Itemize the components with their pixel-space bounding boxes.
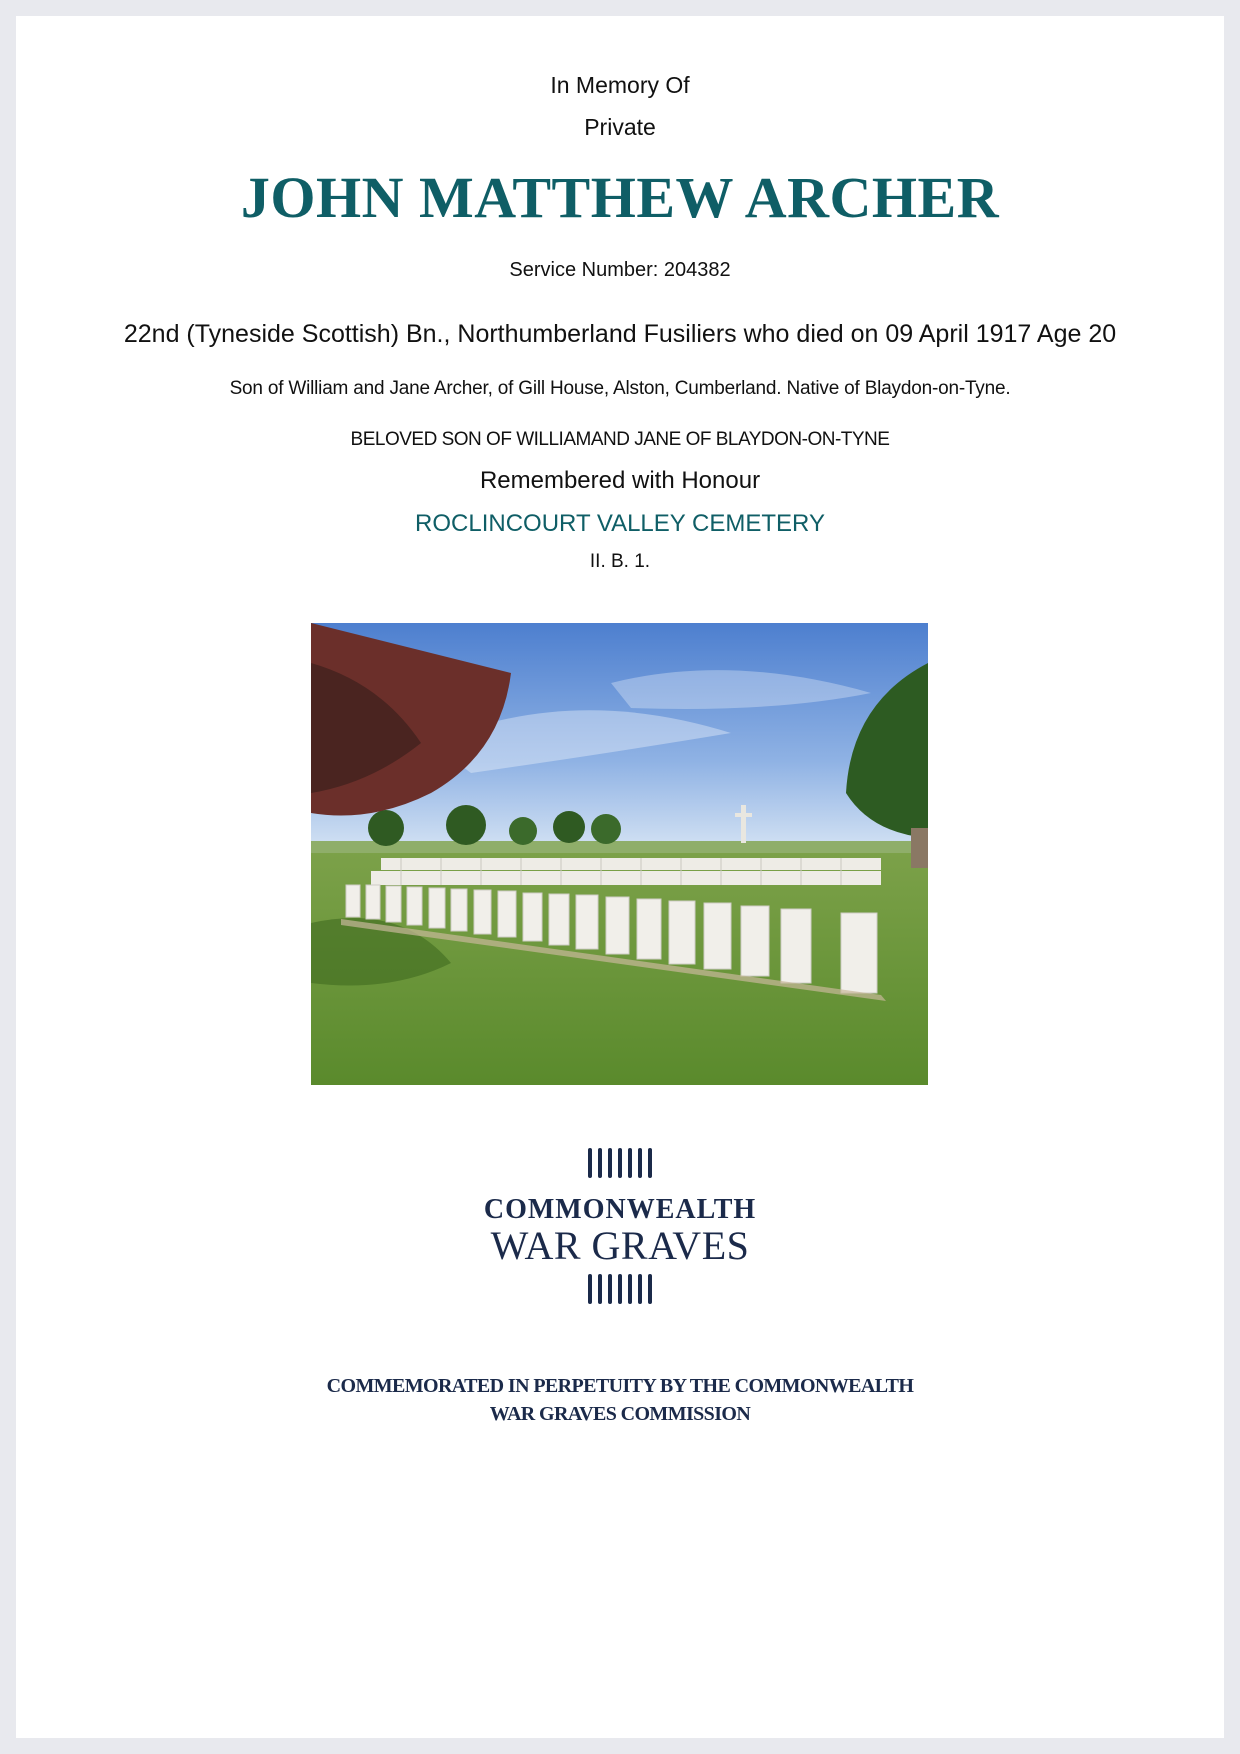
cemetery-name: ROCLINCOURT VALLEY CEMETERY	[415, 510, 825, 537]
unit-and-death-details: 22nd (Tyneside Scottish) Bn., Northumberland Fusiliers who died on 09 April 1917 Age 20	[123, 320, 1117, 348]
cwgc-logo	[470, 1148, 770, 1308]
logo-bars-top-icon	[470, 1148, 770, 1178]
footer-line2: WAR GRAVES COMMISSION	[489, 1403, 751, 1425]
footer-line1: COMMEMORATED IN PERPETUITY BY THE COMMONWEALTH	[326, 1375, 914, 1397]
headstone-inscription: BELOVED SON OF WILLIAMAND JANE OF BLAYDON-ON-TYNE	[350, 429, 890, 450]
logo-text-line2: WAR GRAVES	[490, 1223, 750, 1268]
logo-bars-bottom-icon	[470, 1274, 770, 1304]
grave-reference: II. B. 1.	[589, 551, 651, 572]
in-memory-heading: In Memory Of	[550, 72, 690, 98]
service-number: Service Number: 204382	[509, 259, 731, 281]
cemetery-photo	[311, 623, 928, 1085]
certificate-page	[16, 16, 1224, 1738]
rank: Private	[584, 114, 656, 140]
family-details: Son of William and Jane Archer, of Gill House, Alston, Cumberland. Native of Blaydon-on-Tyne.	[229, 378, 1011, 399]
remembered-with-honour: Remembered with Honour	[479, 467, 761, 494]
commemoration-footer	[16, 1372, 1224, 1428]
logo-text-line1: COMMONWEALTH	[483, 1194, 757, 1225]
casualty-name: JOHN MATTHEW ARCHER	[240, 165, 1000, 230]
